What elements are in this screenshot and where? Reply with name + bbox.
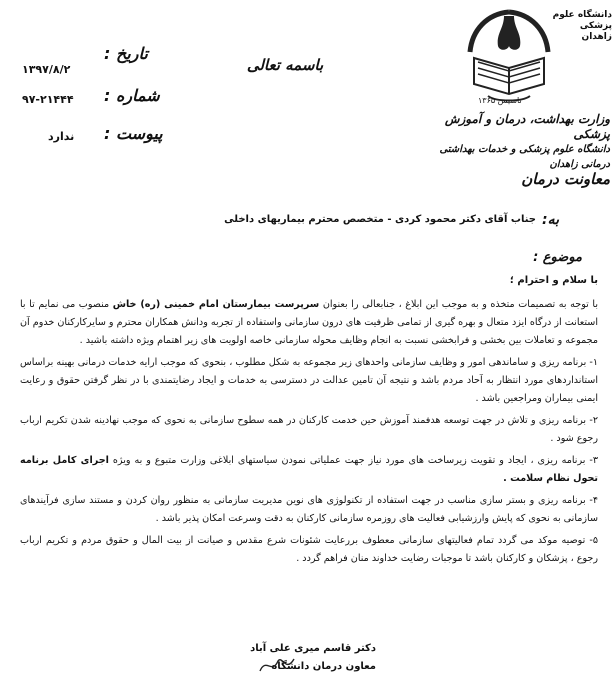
recipient-text: جناب آقای دکتر محمود کردی - متخصص محترم بیماریهای داخلی [224, 214, 536, 225]
date-label: تاریخ : [104, 44, 148, 63]
ministry-line3: معاونت درمان [521, 170, 610, 188]
basmala: باسمه تعالی [246, 56, 324, 74]
ministry-line2: دانشگاه علوم پزشکی و خدمات بهداشتی درمانی زاهدان [439, 144, 610, 170]
item-1: ۱- برنامه ریزی و ساماندهی امور و وظایف سازمانی واحدهای زیر مجموعه به شکل مطلوب ، بنحوی که موجب ارایه خدمات درمانی بهینه براساس استانداردهای مورد انتظار به آحاد مردم باشد و نتیجه آن تامین عدالت در دسترسی به خدمات و ایجاد رضایتمندی با در نظر گرفتن حقوق و رعایت ایمنی بیماران ومراجعین باشد . [20, 357, 598, 404]
subject-label: موضوع : [533, 250, 582, 265]
date-value: ۱۳۹۷/۸/۲ [22, 63, 71, 76]
emblem-year: تاسیس ۱۳۶۵ [478, 96, 522, 105]
number-value: ۹۷-۲۱۴۴۴ [22, 93, 74, 106]
university-name: دانشگاه علوم پزشکی زاهدان [552, 10, 612, 42]
university-emblem-icon [462, 6, 556, 110]
item-5: ۵- توصیه موکد می گردد تمام فعالیتهای سازمانی معطوف بررعایت شئونات شرع مقدس و صیانت از بیت المال و حقوق مردم و تکریم ارباب رجوع ، پزشکان و کارکنان باشد تا موجبات رضایت خداوند منان فراهم گردد . [20, 535, 598, 564]
attachment-label: پیوست : [104, 124, 163, 143]
intro-text-continued: منصوب می نمایم تا با استعانت از درگاه ایزد متعال و بهره گیری از تمامی ظرفیت های درون سازمانی واستفاده از تجربه ودانش همکاران محترم و سایرکارکنان خدوم آن مجموعه و تعاملات بین بخشی و فرابخشی نسبت به انجام وظایف محوله سازمانی خاصه اولویت های زیر اهتمام ویژه داشته باشید . [20, 299, 598, 346]
signer-name: دکتر قاسم میری علی آباد [250, 643, 376, 654]
appointment-title: سرپرست بیمارستان امام خمینی (ره) خاش [112, 299, 320, 310]
item-3 [20, 452, 598, 488]
intro-paragraph [20, 296, 598, 350]
item-3-text: ۳- برنامه ریزی ، ایجاد و تقویت زیرساخت های مورد نیاز جهت عملیاتی نمودن سیاستهای ابلاغی وزارت متبوع و به ویژه [108, 455, 598, 466]
item-4: ۴- برنامه ریزی و بستر سازی مناسب در جهت استفاده از تکنولوژی های نوین مدیریت سازمانی به منظور روان کردن و مستند سازی فرآیندهای سازمانی به نحوی که پایش وارزشیابی فعالیت های روزمره سازمانی کارکنان به دقت وسرعت امکان پذیر باشد . [20, 495, 598, 524]
signature-block [226, 640, 376, 676]
signer-title: معاون درمان دانشگاه [271, 661, 376, 672]
item-3-bold: اجرای کامل برنامه تحول نظام سلامت . [20, 455, 598, 484]
recipient-label: به: [542, 212, 560, 228]
attachment-value: ندارد [48, 130, 75, 143]
greeting: با سلام و احترام ؛ [509, 275, 598, 286]
letter-body [20, 296, 598, 572]
ministry-line1: وزارت بهداشت، درمان و آموزش پزشکی [444, 112, 610, 141]
item-2: ۲- برنامه ریزی و تلاش در جهت توسعه هدفمند آموزش حین خدمت کارکنان در همه سطوح سازمانی به نحوی که موجب نهادینه شدن تکریم ارباب رجوع شود . [20, 415, 598, 444]
ministry-block [426, 112, 610, 187]
intro-text: با توجه به تصمیمات متخذه و به موجب این ابلاغ ، جنابعالی را بعنوان [319, 299, 599, 310]
signature-scribble-icon [258, 653, 298, 677]
number-label: شماره : [104, 86, 160, 105]
